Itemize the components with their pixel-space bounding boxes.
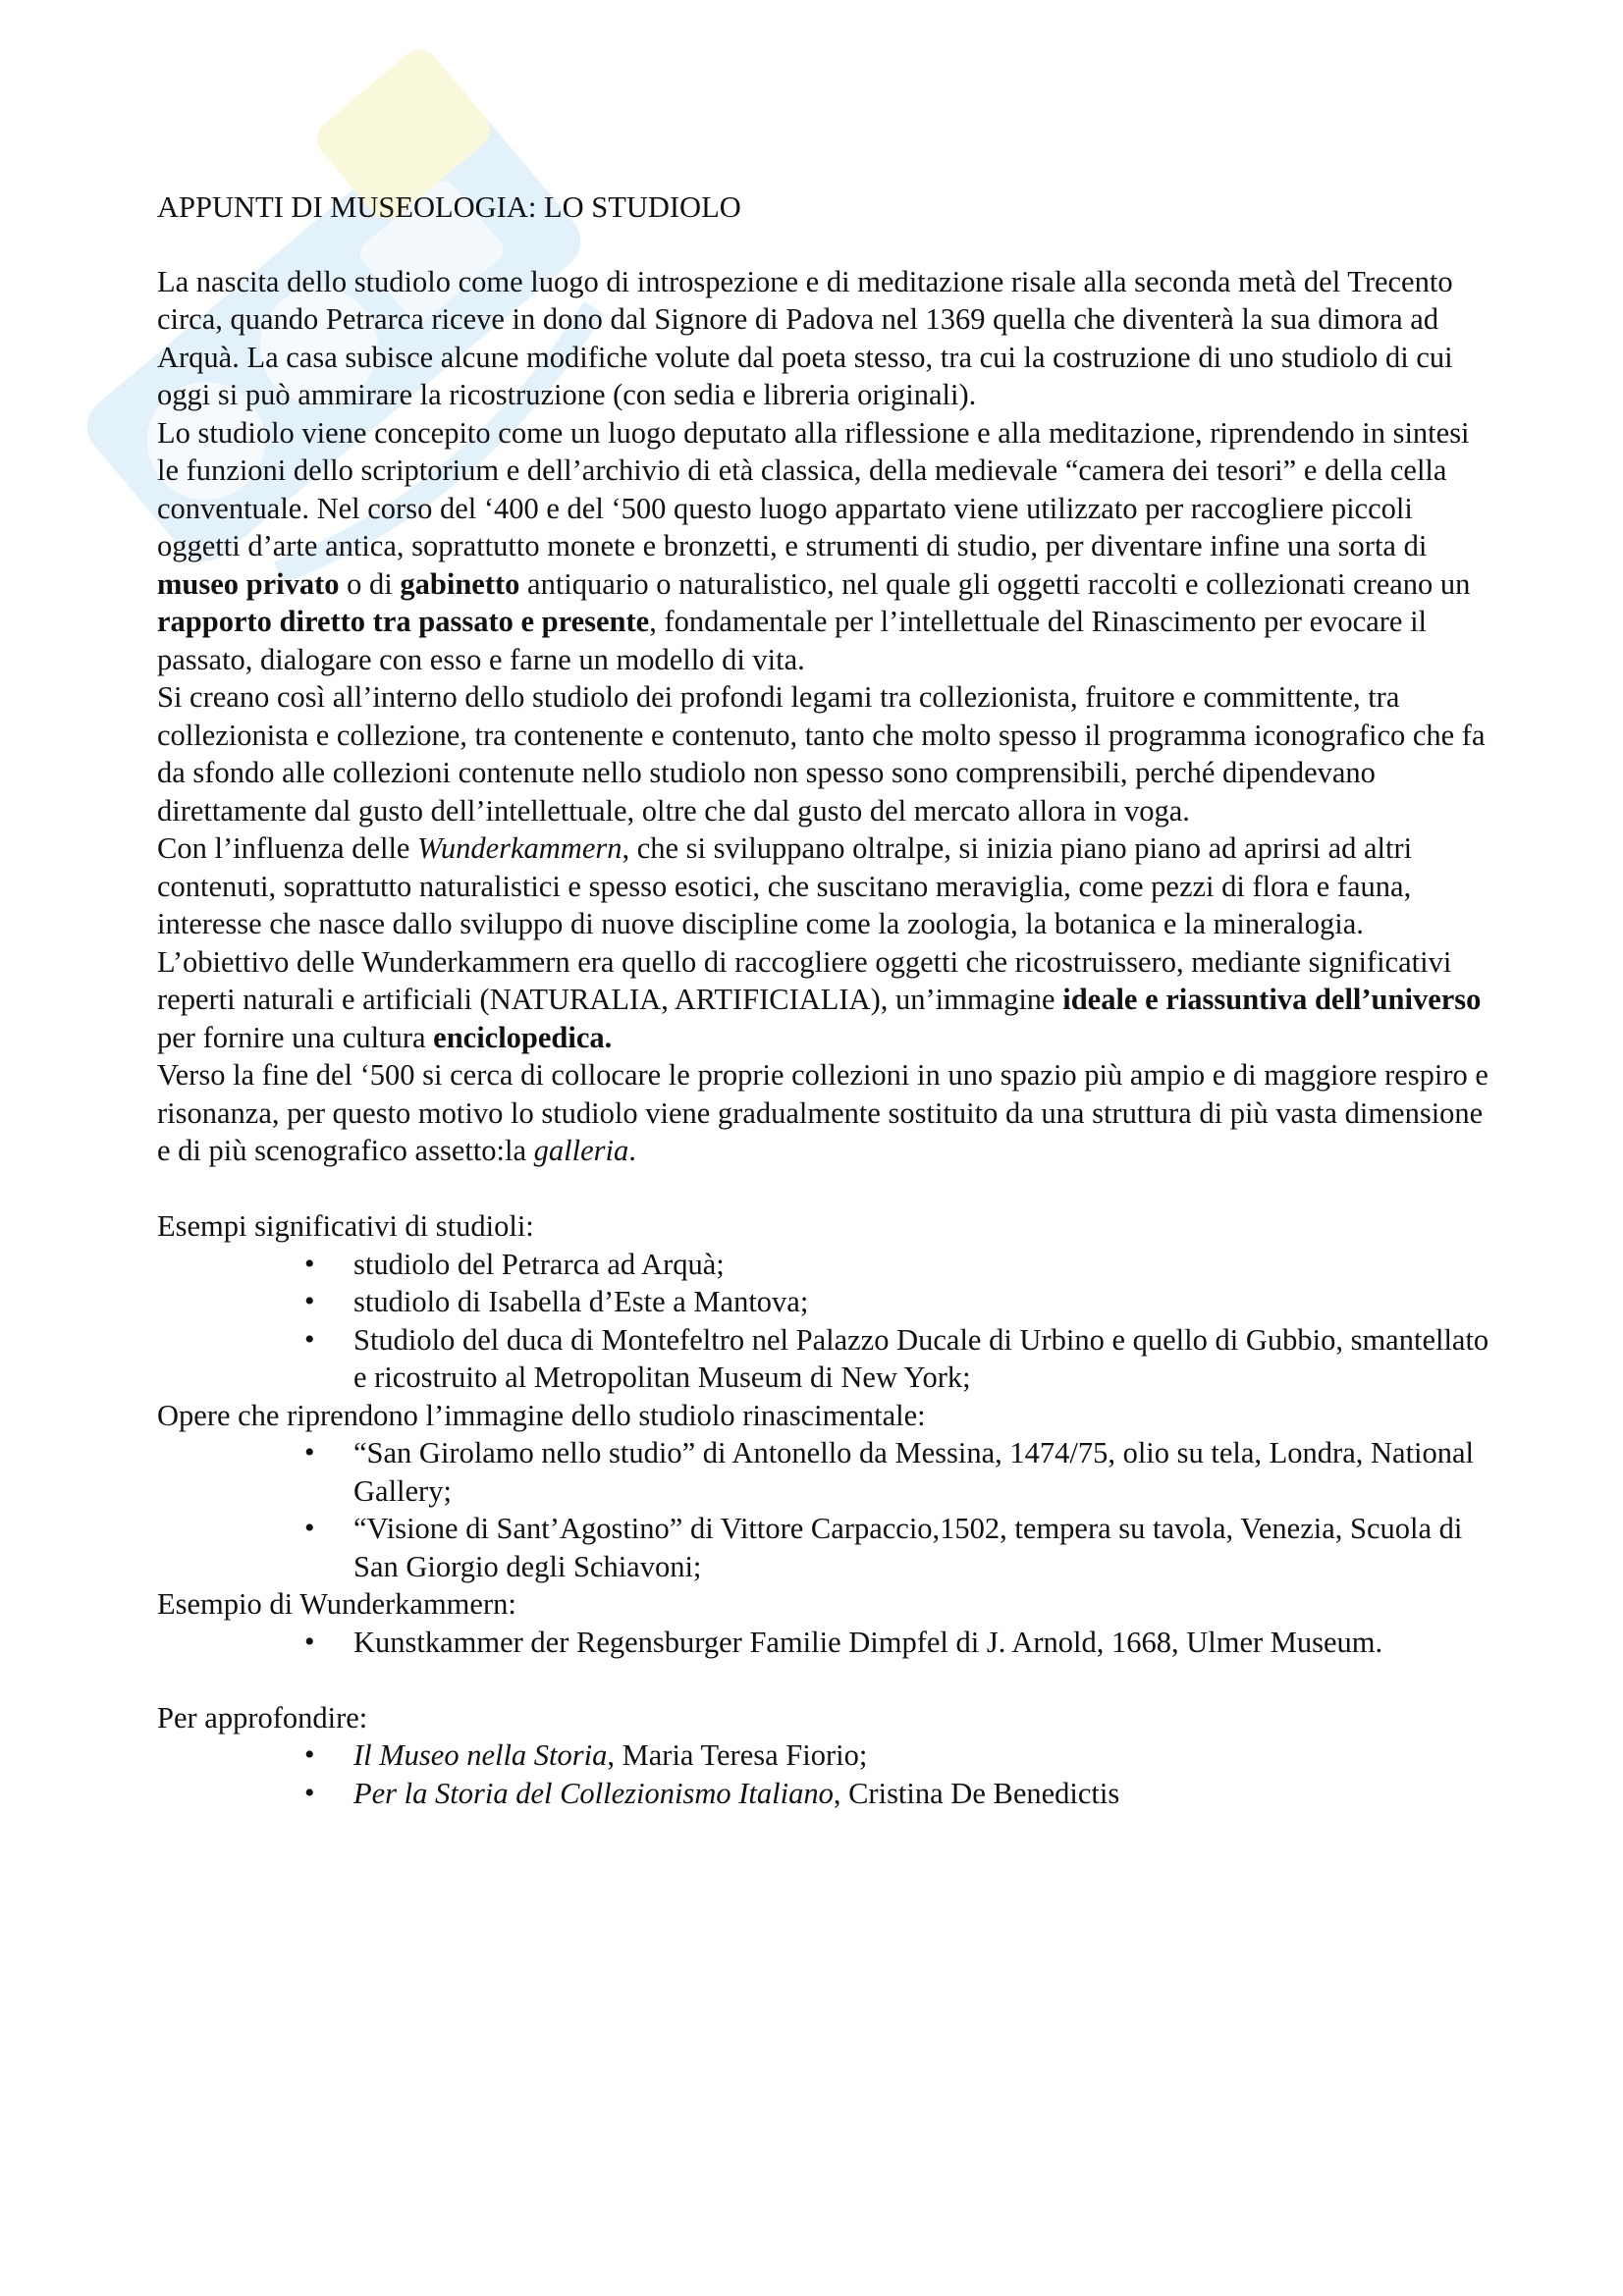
paragraph-wunder-text: , che si sviluppano oltralpe, si inizia piano piano ad aprirsi ad altri contenuti, soprattutto naturalistici e spesso esotici, che suscitano meraviglia, come pezzi di flora e fauna, interesse che nasce dallo sviluppo di nuove discipline come la zoologia, la botanica e la mineralogia. L’obiettivo delle Wunderkammern era quello di raccogliere oggetti che ricostruissero, mediante significativi reperti naturali e artificiali (NATURALIA, ARTIFICIALIA), un’immagine bbox=[157, 831, 1452, 1016]
examples-list bbox=[157, 1246, 1492, 1397]
document-title: APPUNTI DI MUSEOLOGIA: LO STUDIOLO bbox=[157, 190, 741, 224]
further-list bbox=[157, 1736, 1492, 1812]
bullet-icon: • bbox=[304, 1247, 315, 1280]
paragraph-galleria-text: . bbox=[628, 1134, 636, 1167]
bullet-icon: • bbox=[304, 1512, 315, 1544]
wunder-list bbox=[157, 1624, 1492, 1662]
bold-ideale: ideale e riassuntiva dell’universo bbox=[1062, 983, 1482, 1016]
paragraph-concept-text: , fondamentale per l’intellettuale del Rinascimento per evocare il passato, dialogare con esso e farne un modello di vita. bbox=[157, 605, 1428, 676]
list-item bbox=[304, 1321, 1492, 1397]
list-item bbox=[304, 1624, 1492, 1662]
book-title: Per la Storia del Collezionismo Italiano bbox=[353, 1776, 834, 1810]
list-item bbox=[304, 1510, 1492, 1585]
bullet-icon: • bbox=[304, 1285, 315, 1317]
document-page bbox=[157, 188, 1492, 1812]
wunder-label: Esempio di Wunderkammern: bbox=[157, 1587, 516, 1621]
paragraph-concept-text: Lo studiolo viene concepito come un luogo deputato alla riflessione e alla meditazione, riprendendo in sintesi le funzioni dello scriptorium e dell’archivio di età classica, della medievale “camera dei tesori” e della cella conventuale. Nel corso del ‘400 e del ‘500 questo luogo appartato viene utilizzato per raccogliere piccoli oggetti d’arte antica, soprattutto monete e bronzetti, e strumenti di studio, per diventare infine una sorta di bbox=[157, 415, 1470, 562]
bold-enciclopedica: enciclopedica. bbox=[433, 1020, 613, 1054]
list-item bbox=[304, 1283, 1492, 1321]
bullet-icon: • bbox=[304, 1738, 315, 1771]
paragraph-galleria bbox=[157, 1056, 1492, 1170]
list-item-text: “San Girolamo nello studio” di Antonello da Messina, 1474/75, olio su tela, Londra, National Gallery; bbox=[353, 1436, 1475, 1508]
bullet-icon: • bbox=[304, 1625, 315, 1658]
list-item-text: Studiolo del duca di Montefeltro nel Palazzo Ducale di Urbino e quello di Gubbio, smantellato e ricostruito al Metropolitan Museum di New York; bbox=[353, 1322, 1489, 1394]
bold-rapporto: rapporto diretto tra passato e presente bbox=[157, 605, 650, 638]
list-item-text: studiolo del Petrarca ad Arquà; bbox=[353, 1247, 725, 1281]
list-item-text: “Visione di Sant’Agostino” di Vittore Carpaccio,1502, tempera su tavola, Venezia, Scuola di San Giorgio degli Schiavoni; bbox=[353, 1512, 1463, 1583]
bullet-icon: • bbox=[304, 1436, 315, 1468]
book-author: , Maria Teresa Fiorio; bbox=[607, 1738, 868, 1772]
bold-museo-privato: museo privato bbox=[157, 566, 340, 601]
list-item-text: Kunstkammer der Regensburger Familie Dimpfel di J. Arnold, 1668, Ulmer Museum. bbox=[353, 1625, 1383, 1659]
paragraph-concept-text: o di bbox=[339, 566, 401, 601]
paragraph-wunderkammern bbox=[157, 829, 1492, 1056]
bold-gabinetto: gabinetto bbox=[400, 566, 520, 601]
paragraph-wunder-text: Con l’influenza delle bbox=[157, 831, 418, 865]
bullet-icon: • bbox=[304, 1776, 315, 1809]
examples-label: Esempi significativi di studioli: bbox=[157, 1209, 534, 1243]
list-item bbox=[304, 1434, 1492, 1510]
paragraph-concept bbox=[157, 414, 1492, 679]
list-item-text: studiolo di Isabella d’Este a Mantova; bbox=[353, 1285, 809, 1318]
book-title: Il Museo nella Storia bbox=[353, 1738, 608, 1772]
works-list bbox=[157, 1434, 1492, 1585]
paragraph-collectors: Si creano così all’interno dello studiolo dei profondi legami tra collezionista, fruitore e committente, tra collezionista e collezione, tra contenente e contenuto, tanto che molto spesso il programma iconografico che fa da sfondo alle collezioni contenute nello studiolo non spesso sono comprensibili, perché dipendevano direttamente dal gusto dell’intellettuale, oltre che dal gusto del mercato allora in voga. bbox=[157, 680, 1486, 828]
list-item bbox=[304, 1736, 1492, 1775]
spacer bbox=[157, 1170, 1492, 1208]
paragraph-galleria-text: Verso la fine del ‘500 si cerca di collocare le proprie collezioni in uno spazio più ampio e di maggiore respiro e risonanza, per questo motivo lo studiolo viene gradualmente sostituito da una struttura di più vasta dimensione e di più scenografico assetto:la bbox=[157, 1058, 1488, 1167]
paragraph-wunder-text: per fornire una cultura bbox=[157, 1020, 434, 1054]
italic-galleria: galleria bbox=[533, 1134, 629, 1167]
list-item bbox=[304, 1246, 1492, 1284]
paragraph-origins: La nascita dello studiolo come luogo di introspezione e di meditazione risale alla seconda metà del Trecento circa, quando Petrarca riceve in dono dal Signore di Padova nel 1369 quella che diventerà la sua dimora ad Arquà. La casa subisce alcune modifiche volute dal poeta stesso, tra cui la costruzione di uno studiolo di cui oggi si può ammirare la ricostruzione (con sedia e libreria originali). bbox=[157, 264, 1453, 411]
paragraph-concept-text: antiquario o naturalistico, nel quale gli oggetti raccolti e collezionati creano un bbox=[519, 566, 1471, 601]
further-label: Per approfondire: bbox=[157, 1700, 368, 1735]
italic-wunderkammern: Wunderkammern bbox=[417, 831, 622, 865]
bullet-icon: • bbox=[304, 1322, 315, 1356]
list-item bbox=[304, 1775, 1492, 1813]
spacer bbox=[157, 1661, 1492, 1699]
works-label: Opere che riprendono l’immagine dello studiolo rinascimentale: bbox=[157, 1398, 926, 1432]
book-author: , Cristina De Benedictis bbox=[833, 1776, 1120, 1810]
